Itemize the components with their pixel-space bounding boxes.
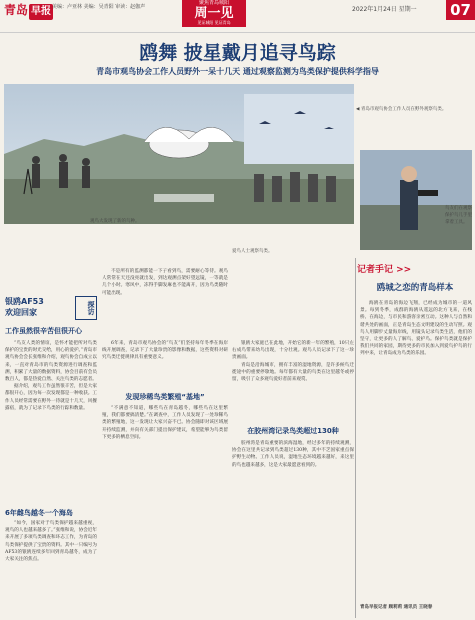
subheadline: 青岛市观鸟协会工作人员野外一呆十几天 通过观察监测为鸟类保护提供科学指导 <box>96 67 379 76</box>
section-banner <box>182 0 246 27</box>
tag-vertical: 探访 <box>75 296 97 320</box>
birdwatcher-portrait-image <box>360 150 472 250</box>
reporter-byline: 青岛早报记者 顾莉莉 通讯员 王晓春 <box>360 605 433 610</box>
headline: 鸥舞 披星戴月追寻鸟踪 <box>139 42 336 64</box>
silver-gull-tag <box>5 296 97 318</box>
col3-paragraph-2: 青岛是沿海城市，拥有丰富的湿地资源，是许多候鸟迁徙途中的重要停歇地。每年都有大量的鸟类在这里越冬或停留，吸引了众多观鸟爱好者前来观赏。 <box>232 362 354 383</box>
column-divider <box>355 258 356 618</box>
col2-body <box>102 340 228 386</box>
tag-line2: 欢迎回家 <box>5 308 37 317</box>
caption-left-photo: 观鸟大发现了新的鸟种。 <box>90 219 140 224</box>
col2-paragraph-1: 不是所有的监测都能一下子看到鸟，需要耐心等待。观鸟人常常在天还没亮就出发，到达观测点架好望远镜，一等就是几个小时。寒风中，冻得手脚发麻也不能离开，因为鸟类随时可能出现。 <box>102 269 228 296</box>
issue-date: 2022年1月24日 星期一 <box>352 6 417 13</box>
reporter-notes <box>357 262 473 294</box>
section-title: 周一见 <box>194 6 234 21</box>
caption-right-photo: 鸟友们在观察保护鸟儿手里拿着工具。 <box>445 206 472 225</box>
page-header <box>0 0 475 33</box>
col2-paragraph-3: “不满意不知道，哪些鸟在青岛越冬，哪些鸟在这里繁殖，我们都要搞清楚。”在调查中，工作人员发现了一处珍稀鸟类的繁殖地，这一发现让大家兴奋不已。协会随即对该区域展开持续监测，并向有关部门提出保护建议，希望能够为鸟类留下更多的栖息空间。 <box>102 406 228 440</box>
reporter-notes-label: 记者手记 >> <box>357 265 412 275</box>
logo-tag: 早报 <box>29 4 53 20</box>
col1-section-heading-2: 6年雌鸟越冬一个海岛 <box>5 509 73 517</box>
col2-paragraph-2: 6年来，青岛市观鸟协会的“鸟友”们坚持每年冬季在海岸线开展调查，记录下了大量珍贵的影像和数据，这些资料对研究鸟类迁徙规律具有重要意义。 <box>102 341 228 361</box>
reporter-notes-text: 海鸥在青岛的海边飞翔，已经成为城市的一道风景。每到冬季，成群的海鸥从遥远的北方飞来，在栈桥、在海边，与市民和游客亲密互动。这种人与自然和谐共处的画面，正是青岛生态文明建设的生动写照。观鸟人用脚步丈量海岸线，用镜头记录鸟类生活，他们的坚守，让更多的人了解鸟、爱护鸟。保护鸟类就是保护我们共同的家园，期待更多的市民加入到爱鸟护鸟的行列中来，让青岛成为鸟类的乐园。 <box>360 301 472 357</box>
col1-section-heading: 工作虽然很辛苦但很开心 <box>5 327 82 335</box>
col2-body-top <box>102 268 228 338</box>
section-top: 聚焦青岛城阳 <box>198 0 229 6</box>
col1-body-2 <box>5 520 97 618</box>
caption-center-photo: 爱鸟人士观察鸟类。 <box>232 249 273 254</box>
tag-line1: 银鸥AF53 <box>5 297 44 306</box>
col1-body <box>5 340 97 500</box>
col1-paragraph-2: 据介绍，观鸟工作虽然很辛苦，但是大家都很开心，因为每一次发现都是一种收获。工作人员经常需要在野外一待就是十几天，风餐露宿，就为了记录下鸟类的行踪和数量。 <box>5 384 97 411</box>
col3-paragraph-3: 胶州湾是青岛重要的滨海湿地，经过多年的持续观测，协会在这里共记录到鸟类超过130种，其中不乏国家重点保护野生动物。工作人员说，湿地生态环境越来越好，来这里的鸟也越来越多，这是大家最愿意看到的。 <box>232 441 354 468</box>
right-photo <box>360 150 472 250</box>
col3-body-2 <box>232 440 354 615</box>
reporter-notes-title: 鸥城之恋的青岛样本 <box>376 283 454 293</box>
col1-paragraph-1: “鸟友人类的情谊，是怀才能把所对鸟类保护的宝贵的时光交给，用心的爱护。”青岛市观鸟协会会长张维和介绍，观鸟协会自成立以来，一直对青岛市的鸟类资源进行调查和监测，积累了大量的数据资料，协会目前有会员数百人，都是热爱自然、关注鸟类的志愿者。 <box>5 341 97 383</box>
col1-paragraph-3: “如今，国家对于鸟类保护越来越重视，观鸟的人也越来越多了。”张维和说，协会近年来开展了多项鸟类调查和环志工作，为青岛的鸟类保护提供了宝贵的资料。其中一只编号为AF53的银鸥连续多年回到青岛越冬，成为了大家关注的焦点。 <box>5 521 97 563</box>
newspaper-logo: 青岛 早报 <box>4 2 53 18</box>
col3-section-heading: 在胶州湾记录鸟类超过130种 <box>247 427 339 435</box>
col3-body <box>232 340 354 386</box>
editor-credits: 美编：卢亚林 美编：吴青阳 审读：赵伽声 <box>52 4 146 10</box>
col3-paragraph-1: 银鸥大家庭已在此地，开始它的新一年的繁殖，10只左右成鸟带来幼鸟出现，十分壮观。观鸟人员记录下了这一珍贵画面。 <box>232 341 354 361</box>
col2-section-heading: 发现珍稀鸟类繁殖“基地” <box>125 393 205 401</box>
birdwatchers-scene-image <box>4 84 354 224</box>
section-sub: 见证城阳 见证青岛 <box>197 20 231 25</box>
page-number: 07 <box>446 0 475 20</box>
main-photo <box>4 84 354 224</box>
col2-body-2 <box>102 405 228 615</box>
caption-top-right: ◀ 青岛市观鸟协会工作人员在野外观察鸟类。 <box>356 107 447 112</box>
reporter-notes-body <box>360 300 472 600</box>
